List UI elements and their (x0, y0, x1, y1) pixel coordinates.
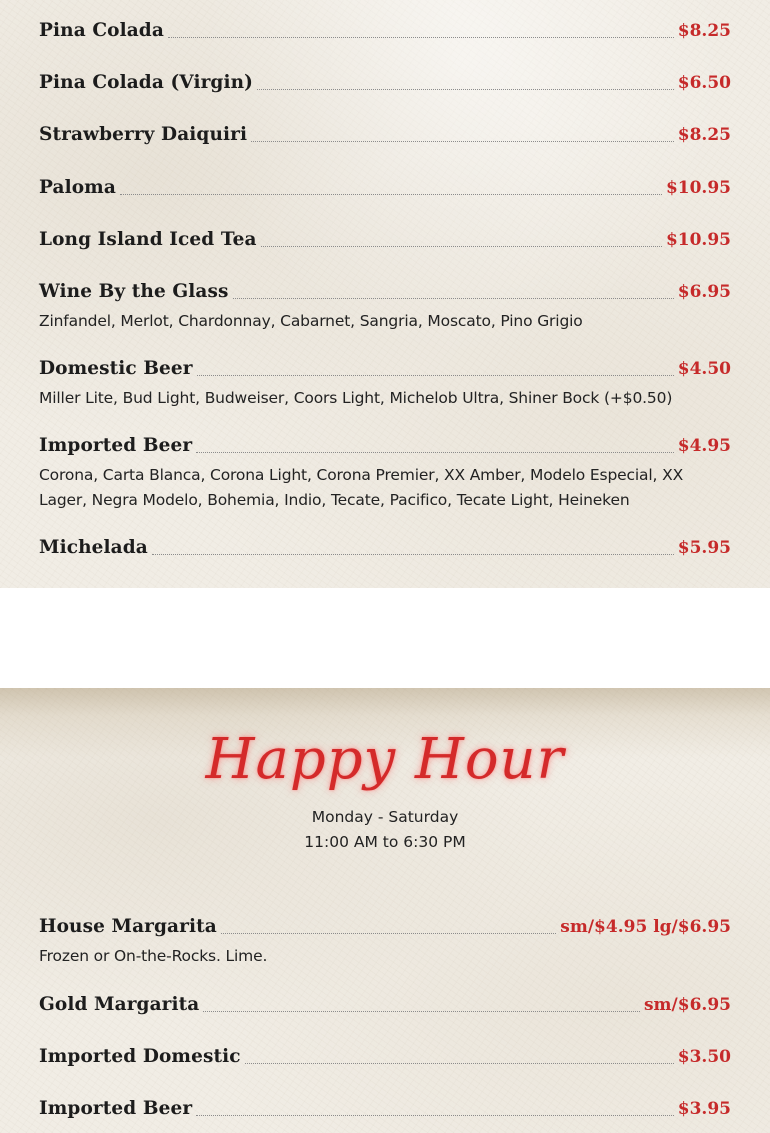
dotted-leader (152, 553, 674, 555)
menu-item (39, 1094, 731, 1120)
item-name: Wine By the Glass (39, 281, 229, 302)
dotted-leader (120, 193, 662, 195)
menu-item (39, 1042, 731, 1068)
dotted-leader (196, 1114, 674, 1116)
menu-item (39, 354, 731, 380)
item-description-line-1: Corona, Carta Blanca, Corona Light, Corona Premier, XX Amber, Modelo Especial, XX (39, 466, 684, 484)
item-price: $8.25 (677, 125, 731, 145)
menu-item (39, 173, 731, 199)
item-description: Miller Lite, Bud Light, Budweiser, Coors Light, Michelob Ultra, Shiner Bock (+$0.50) (39, 389, 673, 407)
item-price: $3.50 (677, 1047, 731, 1067)
dotted-leader (233, 297, 674, 299)
item-name: Paloma (39, 177, 116, 198)
item-name: Gold Margarita (39, 994, 200, 1015)
happy-hour-title: Happy Hour (205, 727, 565, 792)
dotted-leader (261, 245, 662, 247)
menu-item (39, 431, 731, 457)
item-price: $4.50 (677, 359, 731, 379)
happy-hour-hours: 11:00 AM to 6:30 PM (304, 833, 466, 851)
item-price: $10.95 (665, 230, 731, 250)
item-name: Pina Colada (39, 20, 164, 41)
dotted-leader (203, 1010, 640, 1012)
dotted-leader (245, 1062, 674, 1064)
menu-item (39, 225, 731, 251)
item-description: Frozen or On-the-Rocks. Lime. (39, 947, 268, 965)
item-name: Imported Domestic (39, 1046, 241, 1067)
item-name: House Margarita (39, 916, 217, 937)
item-name: Domestic Beer (39, 358, 193, 379)
item-price: $5.95 (677, 538, 731, 558)
item-description: Zinfandel, Merlot, Chardonnay, Cabarnet, Sangria, Moscato, Pino Grigio (39, 312, 583, 330)
item-price: $4.95 (677, 436, 731, 456)
item-name: Long Island Iced Tea (39, 229, 257, 250)
dotted-leader (251, 140, 674, 142)
item-price: $3.95 (677, 1099, 731, 1119)
item-name: Imported Beer (39, 435, 193, 456)
happy-hour-days: Monday - Saturday (311, 808, 459, 826)
item-description-line-2: Lager, Negra Modelo, Bohemia, Indio, Tecate, Pacifico, Tecate Light, Heineken (39, 491, 630, 509)
menu-item (39, 68, 731, 94)
item-name: Imported Beer (39, 1098, 193, 1119)
dotted-leader (197, 374, 674, 376)
item-name: Strawberry Daiquiri (39, 124, 248, 145)
item-price: $10.95 (665, 178, 731, 198)
dotted-leader (196, 451, 674, 453)
item-price: sm/$4.95 lg/$6.95 (560, 917, 731, 937)
dotted-leader (257, 88, 674, 90)
menu-item (39, 533, 731, 559)
menu-item (39, 912, 731, 938)
item-name: Michelada (39, 537, 148, 558)
dotted-leader (168, 36, 674, 38)
menu-item (39, 120, 731, 146)
dotted-leader (221, 932, 556, 934)
item-price: $6.95 (677, 282, 731, 302)
item-price: $6.50 (677, 73, 731, 93)
item-price: sm/$6.95 (643, 995, 731, 1015)
item-name: Pina Colada (Virgin) (39, 72, 253, 93)
menu-item (39, 990, 731, 1016)
menu-item (39, 277, 731, 303)
item-price: $8.25 (677, 21, 731, 41)
menu-item (39, 16, 731, 42)
